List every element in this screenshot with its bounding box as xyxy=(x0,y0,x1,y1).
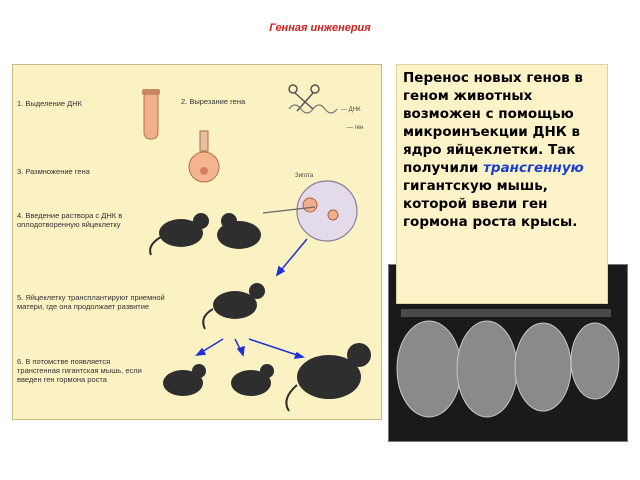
description-text-box xyxy=(396,64,608,304)
giant-mouse-icon xyxy=(286,343,371,411)
description-text-part1: Перенос новых генов в геном животных возможен с помощью микроинъекции ДНК в ядро яйцеклетки. Так получили xyxy=(403,70,583,176)
arrow-to-offspring-left-head xyxy=(197,349,205,355)
arrow-to-offspring-middle-head xyxy=(238,347,244,355)
description-text-part2: гигантскую мышь, которой ввели ген гормона роста крысы. xyxy=(403,178,578,230)
gene-label: — ген xyxy=(347,125,364,131)
arrow-to-giant-mouse-head xyxy=(295,353,303,358)
mouse-pair-icon xyxy=(150,213,261,255)
photo-mouse-2 xyxy=(457,321,517,417)
step-3: 3. Размножение гена xyxy=(17,167,90,176)
dna-label: — ДНК xyxy=(341,107,361,113)
offspring-mouse-icon xyxy=(163,364,274,396)
arrow-to-giant-mouse xyxy=(249,339,303,357)
zygote-label: Зигота xyxy=(295,173,314,179)
step-6: 6. В потомстве появляется трансгенная гигантская мышь, если введен ген гормона роста xyxy=(17,357,142,384)
dna-strand-icon xyxy=(289,105,337,113)
zygote-cell-icon xyxy=(263,181,357,241)
photo-mouse-4 xyxy=(571,323,619,399)
transgenic-highlight: трансгенную xyxy=(483,160,584,176)
photo-mouse-3 xyxy=(515,323,571,411)
step-1: 1. Выделение ДНК xyxy=(17,99,83,108)
genetic-engineering-diagram xyxy=(12,64,382,420)
step-5: 5. Яйцеклетку трансплантируют приемной матери, где она продолжает развитие xyxy=(17,293,165,311)
step-2: 2. Вырезание гена xyxy=(181,97,246,106)
page-title: Генная инженерия xyxy=(269,22,371,34)
test-tube-icon xyxy=(142,89,160,139)
flask-icon xyxy=(189,131,219,182)
step-4: 4. Введение раствора с ДНК в оплодотворенную яйцеклетку xyxy=(17,211,123,229)
foster-mother-mouse-icon xyxy=(203,283,265,329)
photo-mouse-1 xyxy=(397,321,461,417)
